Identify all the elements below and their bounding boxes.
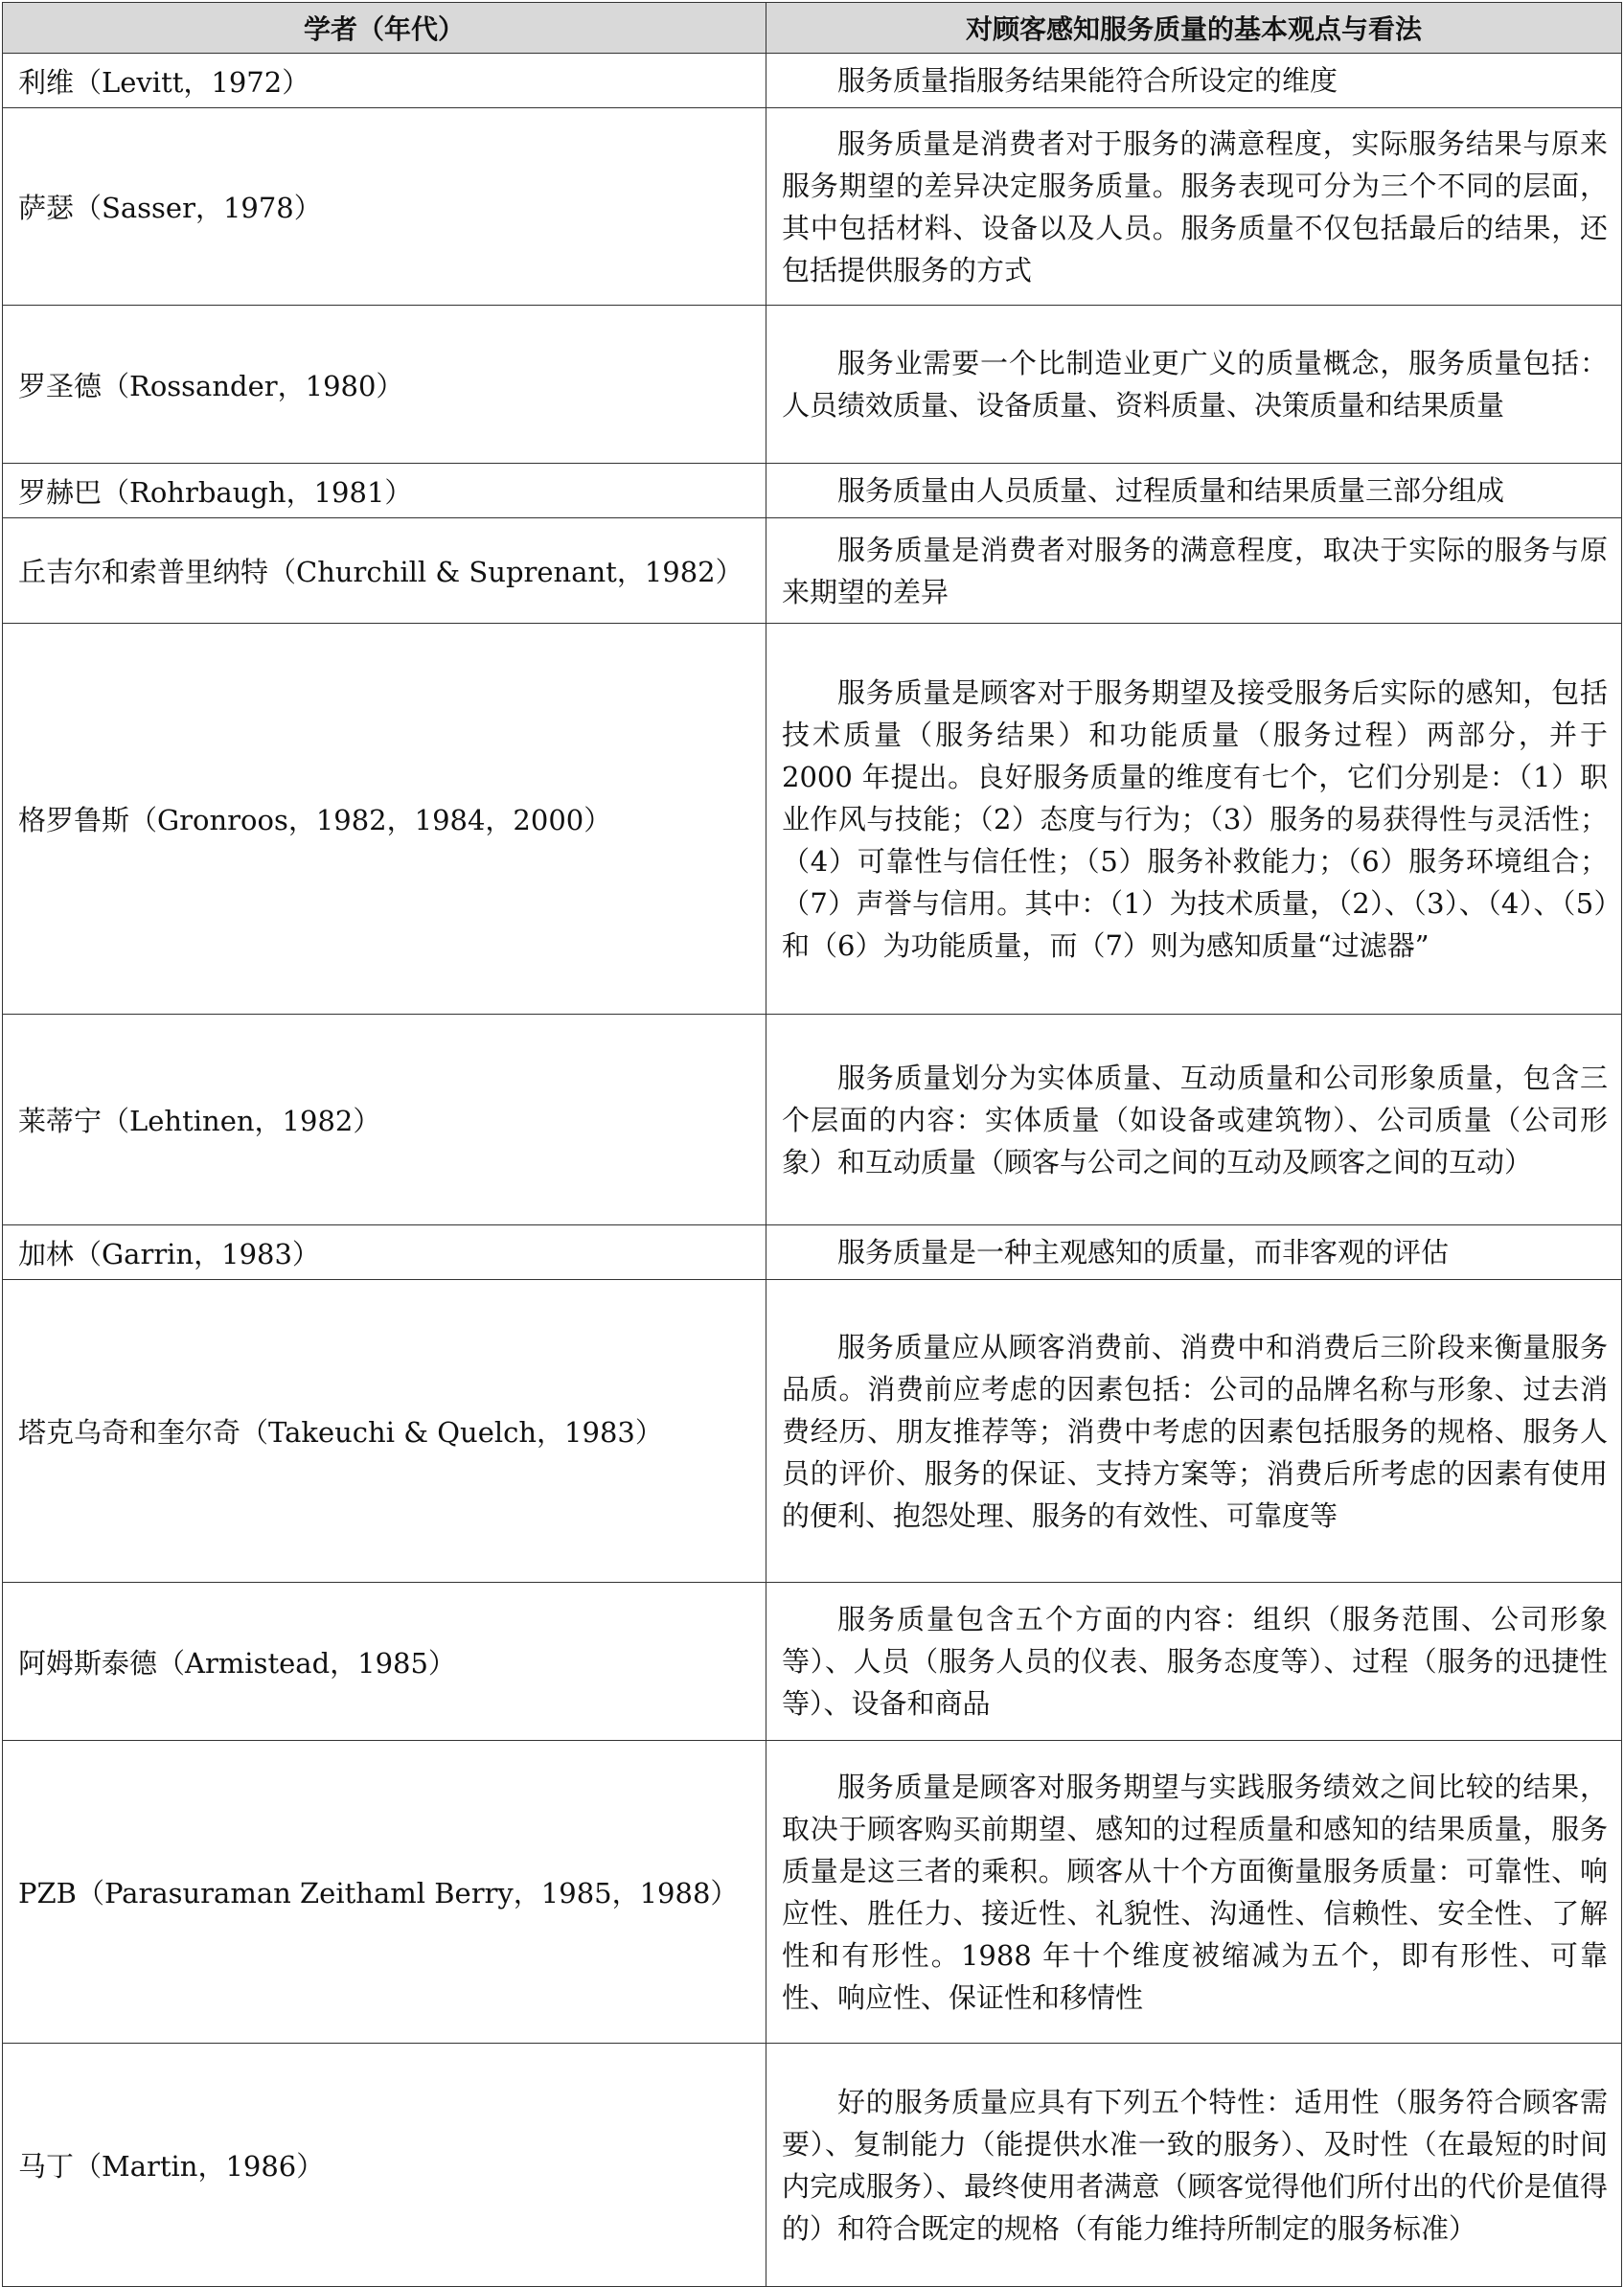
table-row bbox=[3, 518, 1622, 624]
view-text: 服务业需要一个比制造业更广义的质量概念，服务质量包括：人员绩效质量、设备质量、资料质量、决策质量和结果质量 bbox=[782, 347, 1608, 422]
view-cell bbox=[766, 464, 1622, 518]
scholar-cell: 加林（Garrin，1983） bbox=[3, 1225, 766, 1280]
scholar-cell: 塔克乌奇和奎尔奇（Takeuchi & Quelch，1983） bbox=[3, 1280, 766, 1583]
view-cell bbox=[766, 108, 1622, 306]
view-cell bbox=[766, 1280, 1622, 1583]
view-text: 服务质量由人员质量、过程质量和结果质量三部分组成 bbox=[837, 474, 1505, 507]
table-row bbox=[3, 108, 1622, 306]
scholar-cell: 利维（Levitt，1972） bbox=[3, 54, 766, 108]
table-row bbox=[3, 624, 1622, 1015]
table-row bbox=[3, 1225, 1622, 1280]
table-row bbox=[3, 464, 1622, 518]
table-row bbox=[3, 306, 1622, 464]
table-header-row bbox=[3, 3, 1622, 54]
header-view: 对顾客感知服务质量的基本观点与看法 bbox=[766, 3, 1622, 54]
view-text: 服务质量划分为实体质量、互动质量和公司形象质量，包含三个层面的内容：实体质量（如设备或建筑物）、公司质量（公司形象）和互动质量（顾客与公司之间的互动及顾客之间的互动） bbox=[782, 1061, 1608, 1178]
view-text: 服务质量是顾客对服务期望与实践服务绩效之间比较的结果，取决于顾客购买前期望、感知的过程质量和感知的结果质量，服务质量是这三者的乘积。顾客从十个方面衡量服务质量：可靠性、响应性、胜任力、接近性、礼貌性、沟通性、信赖性、安全性、了解性和有形性。1988 年十个维度被缩减为五个，即有形性、可靠性、响应性、保证性和移情性 bbox=[782, 1770, 1608, 2014]
scholar-cell: 阿姆斯泰德（Armistead，1985） bbox=[3, 1583, 766, 1741]
table-row bbox=[3, 1280, 1622, 1583]
view-cell bbox=[766, 306, 1622, 464]
table-row bbox=[3, 1015, 1622, 1225]
view-cell bbox=[766, 54, 1622, 108]
view-cell bbox=[766, 518, 1622, 624]
scholar-cell: 罗圣德（Rossander，1980） bbox=[3, 306, 766, 464]
view-cell bbox=[766, 1583, 1622, 1741]
view-cell bbox=[766, 2044, 1622, 2287]
scholar-cell: 格罗鲁斯（Gronroos，1982，1984，2000） bbox=[3, 624, 766, 1015]
view-cell bbox=[766, 1015, 1622, 1225]
view-text: 好的服务质量应具有下列五个特性：适用性（服务符合顾客需要）、复制能力（能提供水准一致的服务）、及时性（在最短的时间内完成服务）、最终使用者满意（顾客觉得他们所付出的代价是值得的）和符合既定的规格（有能力维持所制定的服务标准） bbox=[782, 2085, 1608, 2245]
view-text: 服务质量是一种主观感知的质量，而非客观的评估 bbox=[837, 1236, 1450, 1269]
scholar-cell: 罗赫巴（Rohrbaugh，1981） bbox=[3, 464, 766, 518]
scholar-cell: 萨瑟（Sasser，1978） bbox=[3, 108, 766, 306]
scholar-cell: PZB（Parasuraman Zeithaml Berry，1985，1988） bbox=[3, 1741, 766, 2044]
view-text: 服务质量应从顾客消费前、消费中和消费后三阶段来衡量服务品质。消费前应考虑的因素包括：公司的品牌名称与形象、过去消费经历、朋友推荐等；消费中考虑的因素包括服务的规格、服务人员的评价、服务的保证、支持方案等；消费后所考虑的因素有使用的便利、抱怨处理、服务的有效性、可靠度等 bbox=[782, 1330, 1608, 1532]
view-text: 服务质量是消费者对服务的满意程度，取决于实际的服务与原来期望的差异 bbox=[782, 533, 1608, 608]
scholar-cell: 马丁（Martin，1986） bbox=[3, 2044, 766, 2287]
scholar-cell: 丘吉尔和索普里纳特（Churchill & Suprenant，1982） bbox=[3, 518, 766, 624]
table-row bbox=[3, 1583, 1622, 1741]
scholar-cell: 莱蒂宁（Lehtinen，1982） bbox=[3, 1015, 766, 1225]
view-text: 服务质量是消费者对于服务的满意程度，实际服务结果与原来服务期望的差异决定服务质量。服务表现可分为三个不同的层面，其中包括材料、设备以及人员。服务质量不仅包括最后的结果，还包括提供服务的方式 bbox=[782, 126, 1608, 286]
service-quality-table bbox=[2, 2, 1622, 2287]
view-cell bbox=[766, 1741, 1622, 2044]
header-scholar: 学者（年代） bbox=[3, 3, 766, 54]
table-row bbox=[3, 2044, 1622, 2287]
view-text: 服务质量是顾客对于服务期望及接受服务后实际的感知，包括技术质量（服务结果）和功能质量（服务过程）两部分，并于 2000 年提出。良好服务质量的维度有七个，它们分别是：（1）职业作风与技能；（2）态度与行为；（3）服务的易获得性与灵活性；（4）可靠性与信任性；（5）服务补救能力；（6）服务环境组合；（7）声誉与信用。其中：（1）为技术质量，（2）、（3）、（4）、（5）和（6）为功能质量，而（7）则为感知质量“过滤器” bbox=[782, 675, 1608, 962]
table-row bbox=[3, 1741, 1622, 2044]
view-text: 服务质量包含五个方面的内容：组织（服务范围、公司形象等）、人员（服务人员的仪表、服务态度等）、过程（服务的迅捷性等）、设备和商品 bbox=[782, 1603, 1608, 1720]
view-cell bbox=[766, 624, 1622, 1015]
view-cell bbox=[766, 1225, 1622, 1280]
view-text: 服务质量指服务结果能符合所设定的维度 bbox=[837, 64, 1338, 97]
table-row bbox=[3, 54, 1622, 108]
